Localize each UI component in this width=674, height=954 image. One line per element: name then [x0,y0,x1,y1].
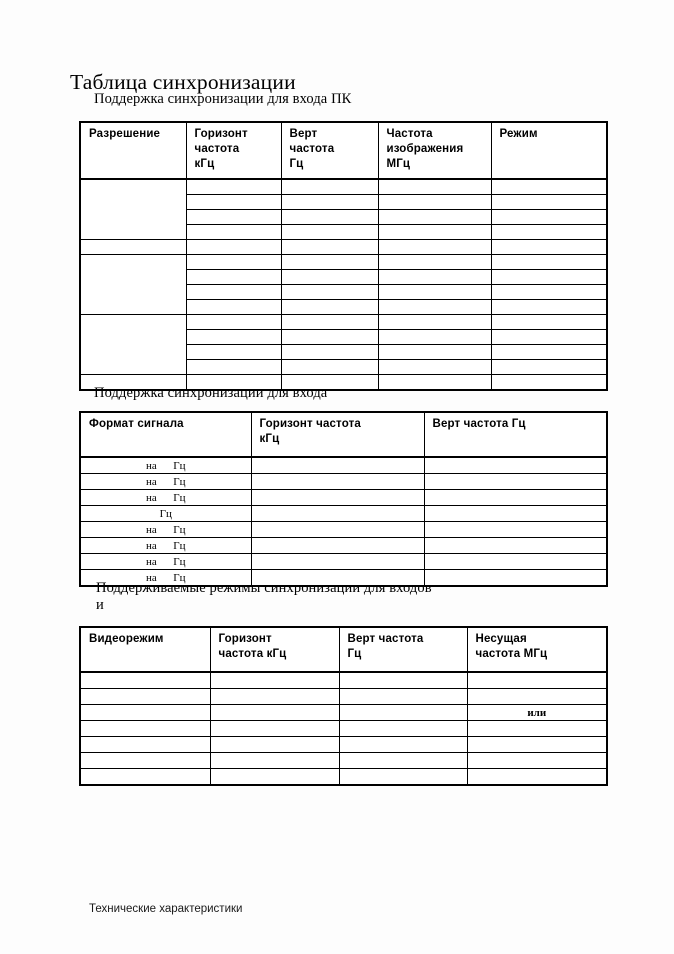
cell-carrier-freq [467,689,607,705]
table-row [80,522,607,538]
cell-hfreq [186,254,281,269]
table-row [80,490,607,506]
cell-vfreq [424,522,607,538]
cell-carrier-freq-or: или [467,705,607,721]
cell-vfreq [281,194,378,209]
cell-hfreq [251,506,424,522]
cell-vfreq [424,538,607,554]
cell-carrier-freq [467,721,607,737]
column-header-vfreq: Верт частота Гц [281,122,378,179]
cell-pixelclock [378,344,491,359]
pc-table-body [80,179,607,390]
table-header-row [80,627,607,672]
cell-video-mode [80,769,210,786]
cell-vfreq [424,570,607,587]
cell-mode [491,344,607,359]
table-row [80,538,607,554]
table-header-row [80,412,607,457]
cell-pixelclock [378,254,491,269]
cell-hfreq [186,329,281,344]
cell-carrier-freq [467,753,607,769]
cell-pixelclock [378,194,491,209]
section-heading-pc: Поддержка синхронизации для входа ПК [94,91,352,107]
cell-pixelclock [378,269,491,284]
table-row [80,554,607,570]
cell-pixelclock [378,314,491,329]
cell-mode [491,359,607,374]
cell-signal-format: на Гц [80,490,251,506]
cell-resolution-group-b [80,239,186,254]
cell-vfreq [339,721,467,737]
cell-signal-format: на Гц [80,538,251,554]
cell-hfreq [251,457,424,474]
cell-vfreq [339,672,467,689]
cell-hfreq [186,224,281,239]
table-row [80,705,607,721]
cell-mode [491,299,607,314]
cell-vfreq [281,329,378,344]
column-header-signal-format: Формат сигнала [80,412,251,457]
cell-hfreq [210,705,339,721]
cell-mode [491,254,607,269]
cell-vfreq [339,769,467,786]
cell-video-mode [80,705,210,721]
cell-hfreq [251,474,424,490]
table-row [80,474,607,490]
cell-vfreq [424,506,607,522]
video-sync-table [79,626,608,786]
cell-vfreq [424,474,607,490]
cell-hfreq [186,344,281,359]
cell-hfreq [186,209,281,224]
cell-hfreq [210,737,339,753]
section-heading-input: Поддержка синхронизации для входа [94,385,328,401]
cell-vfreq [281,314,378,329]
cell-pixelclock [378,239,491,254]
cell-mode [491,224,607,239]
table-row [80,737,607,753]
cell-vfreq [281,254,378,269]
cell-mode [491,284,607,299]
cell-hfreq [251,554,424,570]
cell-hfreq [210,721,339,737]
input-sync-table [79,411,608,587]
cell-mode [491,329,607,344]
cell-signal-format: Гц [80,506,251,522]
table-row [80,721,607,737]
cell-hfreq [210,672,339,689]
cell-pixelclock [378,374,491,390]
cell-pixelclock [378,284,491,299]
cell-signal-format: на Гц [80,457,251,474]
cell-vfreq [281,344,378,359]
cell-vfreq [281,299,378,314]
cell-vfreq [424,457,607,474]
cell-mode [491,374,607,390]
table-row [80,689,607,705]
cell-vfreq [339,705,467,721]
cell-pixelclock [378,359,491,374]
cell-hfreq [186,239,281,254]
table-row [80,753,607,769]
section-heading-video-line2: и [96,597,104,613]
cell-hfreq [186,269,281,284]
cell-hfreq [186,179,281,195]
cell-hfreq [186,359,281,374]
section-heading-video-line1: Поддерживаемые режимы синхронизации для входов [96,580,432,596]
cell-carrier-freq [467,737,607,753]
input-table-body [80,457,607,586]
cell-mode [491,209,607,224]
column-header-pixelclock: Частота изображения МГц [378,122,491,179]
cell-signal-format: на Гц [80,474,251,490]
cell-vfreq [281,209,378,224]
cell-resolution-group-c [80,254,186,314]
column-header-vfreq: Верт частота Гц [424,412,607,457]
cell-video-mode [80,689,210,705]
column-header-hfreq: Горизонт частота кГц [186,122,281,179]
table-header-row [80,122,607,179]
cell-vfreq [424,490,607,506]
cell-mode [491,269,607,284]
cell-vfreq [281,179,378,195]
cell-vfreq [281,239,378,254]
cell-hfreq [251,490,424,506]
cell-video-mode [80,737,210,753]
table-row [80,254,607,269]
table-row [80,314,607,329]
cell-vfreq [424,554,607,570]
cell-hfreq [186,299,281,314]
cell-hfreq [251,522,424,538]
table-row [80,239,607,254]
cell-resolution-group-a [80,179,186,240]
cell-hfreq [186,194,281,209]
column-header-carrier-freq: Несущая частота МГц [467,627,607,672]
pc-sync-table [79,121,608,391]
cell-hfreq [210,769,339,786]
cell-hfreq [186,314,281,329]
column-header-mode: Режим [491,122,607,179]
column-header-vfreq: Верт частота Гц [339,627,467,672]
cell-carrier-freq [467,672,607,689]
table-row [80,457,607,474]
cell-vfreq [281,284,378,299]
cell-resolution-group-d [80,314,186,374]
cell-pixelclock [378,299,491,314]
cell-vfreq [339,753,467,769]
cell-signal-format: на Гц [80,522,251,538]
page-title: Таблица синхронизации [70,70,296,95]
cell-hfreq [186,284,281,299]
table-row [80,769,607,786]
cell-vfreq [281,359,378,374]
cell-pixelclock [378,224,491,239]
cell-mode [491,314,607,329]
cell-pixelclock [378,209,491,224]
column-header-video-mode: Видеорежим [80,627,210,672]
cell-signal-format: на Гц [80,554,251,570]
cell-mode [491,194,607,209]
table-row [80,179,607,195]
column-header-hfreq: Горизонт частота кГц [210,627,339,672]
cell-pixelclock [378,179,491,195]
cell-hfreq [210,753,339,769]
cell-pixelclock [378,329,491,344]
video-table-body [80,672,607,785]
cell-vfreq [281,269,378,284]
cell-mode [491,239,607,254]
cell-mode [491,179,607,195]
cell-signal-format: на Гц [80,570,251,587]
cell-video-mode [80,721,210,737]
cell-video-mode [80,672,210,689]
cell-vfreq [281,224,378,239]
page-footer: Технические характеристики [89,903,243,915]
cell-hfreq [210,689,339,705]
column-header-resolution: Разрешение [80,122,186,179]
cell-carrier-freq [467,769,607,786]
cell-hfreq [251,538,424,554]
column-header-hfreq: Горизонт частота кГц [251,412,424,457]
table-row [80,672,607,689]
cell-vfreq [339,737,467,753]
cell-vfreq [339,689,467,705]
table-row [80,506,607,522]
cell-video-mode [80,753,210,769]
